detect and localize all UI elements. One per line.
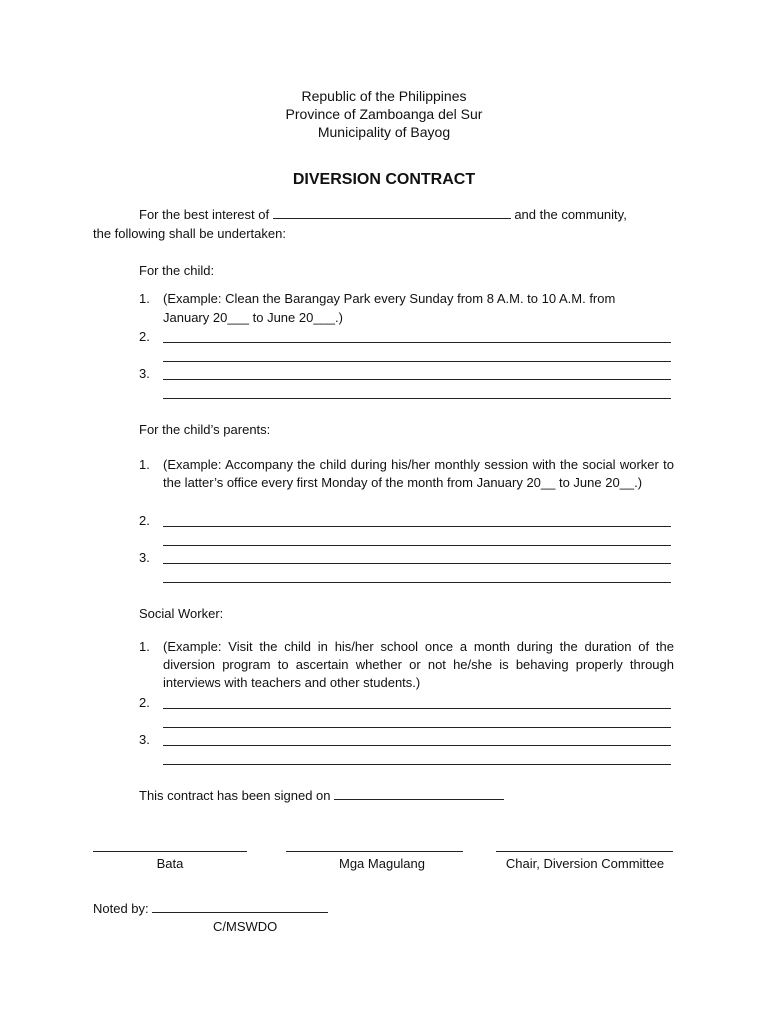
parents-item-1-number: 1. — [139, 457, 150, 472]
child-item-3-line-1[interactable] — [163, 379, 671, 380]
sw-item-3-line-1[interactable] — [163, 745, 671, 746]
beneficiary-name-field[interactable] — [273, 206, 511, 219]
intro-text-1: For the best interest of — [139, 207, 270, 222]
noted-by-label: Noted by: — [93, 901, 149, 916]
parents-item-2-line-2[interactable] — [163, 545, 671, 546]
noted-by-signature-field[interactable] — [152, 900, 328, 913]
sw-item-2-line-1[interactable] — [163, 708, 671, 709]
child-item-3-number: 3. — [139, 366, 150, 381]
sw-item-2-number: 2. — [139, 695, 150, 710]
sw-item-3-number: 3. — [139, 732, 150, 747]
header-province: Province of Zamboanga del Sur — [285, 106, 483, 122]
child-item-2-number: 2. — [139, 329, 150, 344]
child-item-3-line-2[interactable] — [163, 398, 671, 399]
signed-on-line — [139, 787, 504, 805]
signatory-magulang: Mga Magulang — [339, 856, 425, 871]
document-header — [0, 87, 768, 141]
sw-item-1-number: 1. — [139, 639, 150, 654]
child-example-line-1: (Example: Clean the Barangay Park every Sunday from 8 A.M. to 10 A.M. from — [163, 291, 616, 306]
header-republic: Republic of the Philippines — [301, 88, 467, 104]
signature-line-chair[interactable] — [496, 851, 673, 852]
child-item-1-number: 1. — [139, 291, 150, 306]
document-title: DIVERSION CONTRACT — [292, 171, 476, 188]
noted-by-office: C/MSWDO — [213, 919, 278, 934]
parents-item-2-line-1[interactable] — [163, 526, 671, 527]
parents-item-3-line-2[interactable] — [163, 582, 671, 583]
parents-example: (Example: Accompany the child during his/her monthly session with the social worker to the latter’s office every first Monday of the month from January 20__ to June 20__.) — [163, 457, 674, 490]
signature-line-bata[interactable] — [93, 851, 247, 852]
signatory-bata: Bata — [156, 856, 184, 871]
intro-text-2: and the community, — [514, 207, 627, 222]
sw-example: (Example: Visit the child in his/her school once a month during the duration of the diversion program to ascertain whether or not he/she is behaving properly through interviews with teachers and other students.) — [163, 639, 674, 690]
child-item-2-line-2[interactable] — [163, 361, 671, 362]
parents-item-3-number: 3. — [139, 550, 150, 565]
child-example-line-2: January 20___ to June 20___.) — [163, 310, 343, 325]
sw-item-2-line-2[interactable] — [163, 727, 671, 728]
sw-item-3-line-2[interactable] — [163, 764, 671, 765]
signatory-chair: Chair, Diversion Committee — [505, 856, 665, 871]
parents-item-3-line-1[interactable] — [163, 563, 671, 564]
section-heading-parents: For the child’s parents: — [139, 422, 271, 437]
intro-text-3: the following shall be undertaken: — [93, 226, 286, 241]
section-heading-social-worker: Social Worker: — [139, 606, 224, 621]
section-heading-child: For the child: — [139, 263, 215, 278]
signature-line-magulang[interactable] — [286, 851, 463, 852]
signed-on-label: This contract has been signed on — [139, 788, 331, 803]
child-item-2-line-1[interactable] — [163, 342, 671, 343]
intro-line — [139, 206, 627, 224]
parents-item-2-number: 2. — [139, 513, 150, 528]
header-municipality: Municipality of Bayog — [317, 124, 451, 140]
noted-by-line — [93, 900, 328, 918]
signed-date-field[interactable] — [334, 787, 504, 800]
